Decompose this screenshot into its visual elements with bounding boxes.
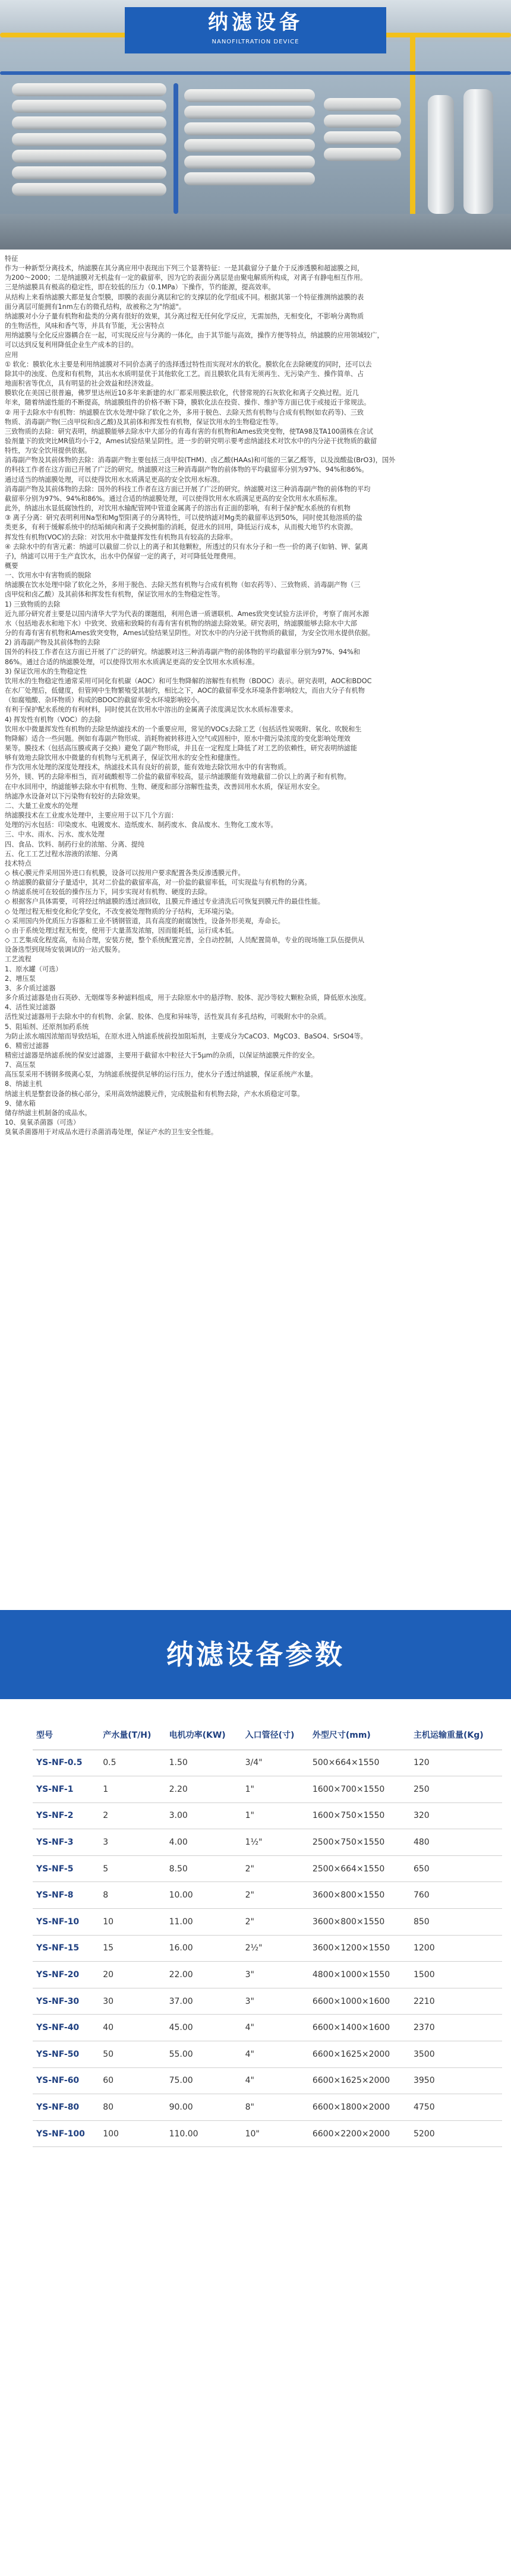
table-cell: YS-NF-5 — [33, 1855, 99, 1882]
body-paragraph: 特征 — [5, 255, 18, 263]
table-cell: YS-NF-10 — [33, 1909, 99, 1936]
body-paragraph: 一、饮用水中有害物质的脱除 — [5, 572, 92, 580]
body-paragraph: 够有效地去除饮用水中微量的有机物与无机离子，保证饮用水的安全性和健康性。 — [5, 754, 244, 762]
body-paragraph: 作为一种新型分离技术，纳滤膜在其分离应用中表现出下列三个显著特征：一是其截留分子量介于反渗透膜和超滤膜之间， — [5, 264, 364, 273]
params-title: 纳滤设备参数 — [166, 1639, 345, 1670]
table-cell: 650 — [410, 1855, 502, 1882]
body-paragraph: 10、臭氧杀菌器（可选） — [5, 1119, 80, 1127]
table-cell: 8" — [242, 2094, 309, 2121]
body-paragraph: 多介质过滤器是由石英砂、无烟煤等多种滤料组成，用于去除原水中的悬浮物、胶体、泥沙等较大颗粒杂质，降低原水浊度。 — [5, 994, 371, 1002]
table-cell: 6600×2200×2000 — [309, 2120, 410, 2147]
table-cell: 2500×750×1550 — [309, 1829, 410, 1856]
table-cell: 3950 — [410, 2067, 502, 2094]
body-paragraph: ◇ 核心膜元件采用国外进口有机膜，设备可以按用户要求配置各类反渗透膜元件。 — [5, 869, 245, 877]
table-cell: 2" — [242, 1855, 309, 1882]
body-paragraph: 2、增压泵 — [5, 974, 36, 983]
table-row — [33, 1909, 502, 1936]
table-cell: 8 — [99, 1882, 165, 1909]
body-paragraph: 五、化工工艺过程水溶液的浓缩、分离 — [5, 850, 118, 858]
table-cell: 1200 — [410, 1935, 502, 1962]
body-paragraph: 饮用水中微量挥发性有机物的去除是纳滤技术的一个重要应用，常见的VOCs去除工艺（包括活性炭吸附、氧化、吹脱和生 — [5, 725, 362, 733]
table-cell: 4" — [242, 2015, 309, 2041]
table-cell: 4" — [242, 2041, 309, 2068]
body-paragraph: 3、多介质过滤器 — [5, 984, 56, 992]
body-paragraph: 通过适当的纳滤膜处理，可以使得饮用水水质满足更高的安全饮用水标准。 — [5, 475, 225, 484]
membrane-vessel — [184, 106, 315, 119]
page-title: 纳滤设备 — [208, 11, 303, 34]
body-paragraph: 消毒副产物及其前体物的去除：国外的科技工作者在这方面已开展了广泛的研究。纳滤膜对这三种消毒副产物的前体物的平均 — [5, 485, 371, 493]
body-paragraph: 工艺流程 — [5, 955, 31, 964]
body-paragraph: 纳滤膜在饮水处理中除了软化之外，多用于脱色、去除天然有机物与合成有机物（如农药等）、三致物质、消毒副产物（三 — [5, 581, 361, 589]
table-row — [33, 1935, 502, 1962]
table-cell: 6600×1400×1600 — [309, 2015, 410, 2041]
table-header-row — [33, 1720, 502, 1750]
body-paragraph: 技术特点 — [5, 859, 31, 867]
body-paragraph: 四、食品、饮料、制药行业的浓缩、分离、提纯 — [5, 840, 144, 848]
table-cell: 2.20 — [166, 1776, 242, 1803]
table-cell: 6600×1800×2000 — [309, 2094, 410, 2121]
body-paragraph: 三是纳滤膜具有极高的稳定性，即在较低的压力（0.1MPa）下操作，节约能源，提高效率。 — [5, 283, 275, 292]
body-paragraph: 精密过滤器是纳滤系统的保安过滤器，主要用于截留水中粒径大于5μm的杂质，以保证纳滤膜元件的安全。 — [5, 1051, 319, 1059]
table-cell: 2500×664×1550 — [309, 1855, 410, 1882]
body-paragraph: 可以达到反复利用降低企业生产成本的目的。 — [5, 341, 138, 349]
body-paragraph: 果等。膜技术（包括高压膜或离子交换）避免了副产物形成，并且在一定程度上降低了对工艺的依赖性，研究表明纳滤能 — [5, 744, 357, 752]
body-paragraph: 6、精密过滤器 — [5, 1041, 49, 1050]
table-cell: YS-NF-1 — [33, 1776, 99, 1803]
blue-pipe — [0, 71, 511, 75]
body-paragraph: 8、纳滤主机 — [5, 1080, 43, 1088]
body-paragraph: 设备选型到现场安装调试的一站式服务。 — [5, 946, 125, 954]
body-paragraph: ① 软化：膜软化水主要是利用纳滤膜对不同价态离子的选择透过特性而实现对水的软化。膜软化在去除硬度的同时，还可以去 — [5, 360, 372, 368]
body-paragraph: 的科技工作者在这方面已开展了广泛的研究。纳滤膜对这三种消毒副产物的前体物的平均截留率分别为97%、94%和86%。 — [5, 466, 368, 474]
table-cell: 80 — [99, 2094, 165, 2121]
column-header: 产水量(T/H) — [99, 1720, 165, 1750]
table-cell: YS-NF-8 — [33, 1882, 99, 1909]
table-row — [33, 2094, 502, 2121]
table-cell: 6600×1000×1600 — [309, 1988, 410, 2015]
body-paragraph: 纳滤净水设备对以下污染物有较好的去除效果。 — [5, 792, 144, 800]
body-paragraph: 分的有毒有害有机物和Ames致突变物，Ames试验结果呈阴性。对饮水中的内分泌干扰物质的截留，为安全饮用水提供依据。 — [5, 629, 374, 637]
membrane-vessel — [184, 89, 315, 102]
body-paragraph: 7、高压泵 — [5, 1061, 36, 1069]
table-row — [33, 1750, 502, 1776]
table-cell: 2370 — [410, 2015, 502, 2041]
table-cell: 15 — [99, 1935, 165, 1962]
table-cell: 16.00 — [166, 1935, 242, 1962]
body-paragraph: 2) 消毒副产物及其前体物的去除 — [5, 639, 100, 647]
body-paragraph: 消毒副产物及其前体物的去除：消毒副产物主要包括三卤甲烷(THM)、卤乙酸(HAAs)和可能的三氯乙醛等，以及溴酸盐(BrO3)，国外 — [5, 456, 396, 465]
body-paragraph: 储存纳滤主机制备的成品水。 — [5, 1109, 92, 1117]
body-paragraph: 为200～2000；二是纳滤膜对无机盐有一定的截留率，因为它的表面分离层是由聚电解质所构成，对离子有静电相互作用。 — [5, 274, 367, 282]
body-paragraph: 截留率分别为97%、94%和86%。通过合适的纳滤膜处理，可以使得饮用水水质满足更高的安全饮用水水质标准。 — [5, 494, 342, 503]
body-paragraph: 1、原水罐（可选） — [5, 965, 62, 973]
body-paragraph: 除其中的浊度、色度和有机物，其出水水质明显优于其他软化工艺。而且膜软化具有无须再生、无污染产生、操作简单、占 — [5, 370, 364, 378]
table-cell: 760 — [410, 1882, 502, 1909]
body-paragraph: 卤甲烷和卤乙酸）及其前体和挥发性有机物，保证饮用水的生物稳定性等。 — [5, 591, 225, 599]
table-cell: 1.50 — [166, 1750, 242, 1776]
blue-pipe — [174, 83, 178, 214]
table-cell: 3" — [242, 1988, 309, 2015]
body-paragraph: ◇ 根据客户具体需要，可将经过纳滤膜的透过液回收，且膜元件通过专业清洗后可恢复到膜元件的最佳性能。 — [5, 898, 324, 906]
column-header: 外型尺寸(mm) — [309, 1720, 410, 1750]
table-cell: 2" — [242, 1882, 309, 1909]
table-cell: 4.00 — [166, 1829, 242, 1856]
body-paragraph: 有利于保护配水系统的有利材料，同时使其在饮用水中溶出的金属离子浓度满足饮水水质标准要求。 — [5, 706, 298, 714]
body-paragraph: 臭氧杀菌器用于对成品水进行杀菌消毒处理，保证产水的卫生安全性能。 — [5, 1128, 218, 1137]
body-paragraph: 国外的科技工作者在这方面已开展了广泛的研究。纳滤膜对这三种消毒副产物的前体物的平均截留率分别为97%、94%和 — [5, 648, 360, 656]
body-paragraph: 面分离层可能拥有1nm左右的微孔结构，故被称之为"纳滤"。 — [5, 302, 185, 311]
table-cell: 1" — [242, 1776, 309, 1803]
table-cell: 3600×1200×1550 — [309, 1935, 410, 1962]
table-cell: 10.00 — [166, 1882, 242, 1909]
table-cell: 50 — [99, 2041, 165, 2068]
table-row — [33, 2041, 502, 2068]
membrane-vessel — [12, 150, 166, 163]
body-paragraph: 三、中水、雨水、污水、废水处理 — [5, 831, 105, 839]
body-paragraph: 地面积省等优点，具有明显的社会效益和经济效益。 — [5, 380, 158, 388]
body-paragraph: 为防止浓水端因浓缩而导致结垢，在原水进入纳滤系统前投加阻垢剂，主要成分为CaCO3、MgCO3、BaSO4、SrSO4等。 — [5, 1032, 367, 1040]
table-cell: 5200 — [410, 2120, 502, 2147]
body-paragraph: ◇ 工艺集成化程度高，布局合理，安装方便，整个系统配置完善，全自动控制，人员配置简单，专业的现场施工队伍提供从 — [5, 936, 365, 945]
table-cell: 8.50 — [166, 1855, 242, 1882]
table-row — [33, 1829, 502, 1856]
body-paragraph: 纳滤膜技术在工业废水处理中，主要应用于以下几个方面： — [5, 812, 178, 820]
table-cell: 100 — [99, 2120, 165, 2147]
body-paragraph: 作为饮用水处理的深度处理技术，纳滤技术具有良好的前景，能有效地去除饮用水中的有害物质。 — [5, 763, 291, 772]
page-subtitle: NANOFILTRATION DEVICE — [212, 39, 299, 45]
table-cell: 1600×700×1550 — [309, 1776, 410, 1803]
membrane-vessel — [12, 83, 166, 96]
body-paragraph: 物质、消毒副产物(三卤甲烷和卤乙酸)及其前体和挥发性有机物，保证饮用水的生物稳定性等。 — [5, 418, 283, 426]
yellow-pipe — [410, 33, 415, 217]
table-cell: 3600×800×1550 — [309, 1882, 410, 1909]
membrane-vessel — [184, 122, 315, 135]
table-cell: YS-NF-40 — [33, 2015, 99, 2041]
table-row — [33, 1855, 502, 1882]
body-paragraph: 此外，纳滤出水显低腐蚀性的，对饮用水输配管网中管道金属离子的溶出有正面的影响，有利于保护配水系统的有机物 — [5, 504, 351, 513]
body-paragraph: 概要 — [5, 562, 18, 570]
membrane-vessel — [184, 172, 315, 185]
table-cell: 3500 — [410, 2041, 502, 2068]
table-cell: 3/4" — [242, 1750, 309, 1776]
table-cell: 1500 — [410, 1962, 502, 1988]
body-paragraph: 86%。通过合适的纳滤膜处理，可以使得饮用水水质满足更高的安全饮用水水质标准。 — [5, 658, 259, 666]
table-cell: 10 — [99, 1909, 165, 1936]
body-paragraph: ② 用于去除水中有机物：纳滤膜在饮水处理中除了软化之外，多用于脱色、去除天然有机物与合成有机物(如农药等)、三致 — [5, 408, 364, 416]
hero-photo — [0, 0, 511, 250]
table-row — [33, 1882, 502, 1909]
body-paragraph: 纳滤主机是整套设备的核心部分，采用高效纳滤膜元件，完成脱盐和有机物去除，产水水质稳定可靠。 — [5, 1090, 304, 1098]
table-cell: 20 — [99, 1962, 165, 1988]
body-paragraph: 类更多，有利于缓解系统中的结垢倾向和离子交换树脂的消耗，促进水的回用，降低运行成本，从而极大地节约水资源。 — [5, 523, 357, 532]
body-paragraph: 特性，为安全饮用提供依据。 — [5, 447, 92, 455]
table-cell: 320 — [410, 1802, 502, 1829]
membrane-vessel — [324, 148, 401, 161]
table-cell: 3 — [99, 1829, 165, 1856]
table-cell: 45.00 — [166, 2015, 242, 2041]
body-paragraph: 三致物质的去除：研究表明，纳滤膜能够去除水中大部分的有毒有害的有机物和Ames致突变物，使TA98及TA100菌株在含试 — [5, 427, 373, 435]
body-paragraph: ◇ 处理过程无相变化和化学变化，不改变被处理物质的分子结构，无环境污染。 — [5, 907, 238, 916]
filter-tank — [428, 95, 454, 214]
table-cell: YS-NF-20 — [33, 1962, 99, 1988]
table-cell: 2½" — [242, 1935, 309, 1962]
table-cell: 4750 — [410, 2094, 502, 2121]
body-paragraph: 处理的污水包括：印染废水、电镀废水、造纸废水、制药废水、食品废水、生物化工废水等。 — [5, 821, 277, 829]
membrane-vessel — [12, 133, 166, 146]
table-cell: 30 — [99, 1988, 165, 2015]
body-paragraph: 近九部分研究者主要是以国内清华大学为代表的课题组，利用色谱一质谱联机、Ames致突变试验方法评价，考察了南河水源 — [5, 610, 370, 618]
body-paragraph: ◇ 由于系统处理过程无相变，使用于大量蒸发浓缩，因而能耗低，运行成本低。 — [5, 926, 238, 935]
table-cell: 55.00 — [166, 2041, 242, 2068]
spec-table — [33, 1720, 502, 2147]
column-header: 电机功率(KW) — [166, 1720, 242, 1750]
body-paragraph: 9、储水箱 — [5, 1099, 36, 1107]
table-cell: 2210 — [410, 1988, 502, 2015]
membrane-vessel — [12, 183, 166, 196]
table-cell: 120 — [410, 1750, 502, 1776]
membrane-vessel — [324, 115, 401, 128]
body-paragraph: ④ 去除水中的有害元素：纳滤可以截留二价以上的离子和其他颗粒，所透过的只有水分子和一些一价的离子(如钠、钾、氯离 — [5, 542, 368, 551]
body-paragraph: 另外，镁、钙的去除率相当，而对硫酸根等二价盐的截留率较高，显示纳滤膜能有效地截留二价以上的离子和有机物。 — [5, 773, 351, 781]
membrane-vessel — [12, 100, 166, 113]
table-cell: 90.00 — [166, 2094, 242, 2121]
body-paragraph: 验剂量下的致突比MR值均小于2，Ames试验结果呈阴性。进一步的研究明示要考虑纳滤技术对饮水中的内分泌干扰物质的截留 — [5, 437, 377, 445]
membrane-vessel — [12, 116, 166, 130]
column-header: 主机运输重量(Kg) — [410, 1720, 502, 1750]
table-cell: 3" — [242, 1962, 309, 1988]
membrane-vessel — [324, 131, 401, 144]
table-cell: 10" — [242, 2120, 309, 2147]
body-paragraph: 从结构上来看纳滤膜大都是复合型膜，即膜的表面分离层和它的支撑层的化学组成不同。根据其第一个特征推测纳滤膜的表 — [5, 293, 364, 301]
body-paragraph: 纳滤膜对小分子量有机物和盐类的分离有很好的效果，其分离过程无任何化学反应，无需加热，无相变化，不影响分离物质 — [5, 312, 364, 320]
membrane-vessel — [324, 98, 401, 111]
table-cell: 2" — [242, 1909, 309, 1936]
article-body — [5, 254, 506, 1137]
body-paragraph: 二、大量工业废水的处理 — [5, 801, 78, 810]
table-cell: 40 — [99, 2015, 165, 2041]
table-cell: 1600×750×1550 — [309, 1802, 410, 1829]
body-paragraph: 子)，纳滤可以用于生产直饮水，出水中仍保留一定的离子，对可降低处理费用。 — [5, 552, 240, 560]
body-paragraph: 3) 保证饮用水的生物稳定性 — [5, 667, 87, 675]
body-paragraph: 4、活性炭过滤器 — [5, 1003, 56, 1012]
membrane-vessel — [12, 166, 166, 179]
body-paragraph: （如腐殖酸、杂环物质）构成的BDOC的截留率受水环境影响较小。 — [5, 696, 204, 705]
table-cell: 60 — [99, 2067, 165, 2094]
table-cell: 5 — [99, 1855, 165, 1882]
table-row — [33, 1962, 502, 1988]
table-cell: YS-NF-60 — [33, 2067, 99, 2094]
table-cell: 1½" — [242, 1829, 309, 1856]
membrane-vessel — [184, 156, 315, 169]
table-cell: YS-NF-100 — [33, 2120, 99, 2147]
table-cell: 500×664×1550 — [309, 1750, 410, 1776]
body-paragraph: 在水厂处理后，低健度，但管网中生物繁殖受其制约，相比之下，AOC的截留率受水环境条件影响较大，而由大分子有机物 — [5, 687, 365, 695]
table-cell: YS-NF-50 — [33, 2041, 99, 2068]
table-row — [33, 1776, 502, 1803]
params-banner — [0, 1610, 511, 1699]
table-cell: 250 — [410, 1776, 502, 1803]
filter-tank — [463, 89, 493, 214]
table-row — [33, 2015, 502, 2041]
body-paragraph: 活性炭过滤器用于去除水中的有机物、余氯、胶体、色度和异味等，活性炭具有多孔结构，可吸附水中的杂质。 — [5, 1013, 331, 1021]
column-header: 型号 — [33, 1720, 99, 1750]
table-cell: YS-NF-2 — [33, 1802, 99, 1829]
body-paragraph: 水（包括地表水和地下水）中致突、致癌和致畸的有毒有害有机物的纳滤去除效果。研究表明，纳滤膜能够去除水中大部 — [5, 619, 357, 627]
membrane-vessel — [184, 139, 315, 152]
table-cell: YS-NF-80 — [33, 2094, 99, 2121]
table-body — [33, 1750, 502, 2147]
column-header: 入口管径(寸) — [242, 1720, 309, 1750]
table-cell: 0.5 — [99, 1750, 165, 1776]
table-cell: 110.00 — [166, 2120, 242, 2147]
table-cell: 11.00 — [166, 1909, 242, 1936]
table-cell: 4800×1000×1550 — [309, 1962, 410, 1988]
table-cell: 6600×1625×2000 — [309, 2041, 410, 2068]
table-cell: 22.00 — [166, 1962, 242, 1988]
table-row — [33, 2067, 502, 2094]
body-paragraph: 饮用水的生物稳定性通常采用可同化有机碳（AOC）和可生物降解的溶解性有机物（BDOC）表示。研究表明，AOC和BDOC — [5, 677, 372, 685]
body-paragraph: 高压泵采用不锈钢多级离心泵，为纳滤系统提供足够的运行压力，使水分子透过纳滤膜，保证系统产水量。 — [5, 1071, 317, 1079]
table-cell: YS-NF-15 — [33, 1935, 99, 1962]
table-cell: 3.00 — [166, 1802, 242, 1829]
table-row — [33, 1802, 502, 1829]
title-banner — [125, 7, 386, 53]
table-cell: YS-NF-3 — [33, 1829, 99, 1856]
body-paragraph: 挥发性有机物(VOC)的去除：对饮用水中微量挥发性有机物具有较高的去除率。 — [5, 533, 237, 541]
body-paragraph: 5、阻垢剂、还原剂加药系统 — [5, 1022, 89, 1031]
body-paragraph: 的生物活性，风味和香气等，并具有节能，无公害特点 — [5, 322, 165, 330]
table-cell: 3600×800×1550 — [309, 1909, 410, 1936]
body-paragraph: 在中水回用中，纳滤能够去除水中有机物、生物、硬度和部分溶解性盐类，改善回用水水质，保证用水安全。 — [5, 782, 324, 791]
table-cell: YS-NF-30 — [33, 1988, 99, 2015]
table-cell: 850 — [410, 1909, 502, 1936]
table-cell: 37.00 — [166, 1988, 242, 2015]
table-cell: 2 — [99, 1802, 165, 1829]
body-paragraph: 膜软化在美国已很普遍，佛罗里达州近10多年来新建的水厂都采用膜法软化，代替常规的石灰软化和离子交换过程。近几 — [5, 389, 359, 397]
body-paragraph: ◇ 采用国内外优质压力容器和工业不锈钢管道，具有高度的耐腐蚀性，设备外形美观，寿命长。 — [5, 917, 285, 925]
table-cell: 1" — [242, 1802, 309, 1829]
table-cell: 6600×1625×2000 — [309, 2067, 410, 2094]
table-cell: 480 — [410, 1829, 502, 1856]
table-row — [33, 1988, 502, 2015]
factory-floor — [0, 214, 511, 250]
table-row — [33, 2120, 502, 2147]
body-paragraph: ◇ 纳滤膜的截留分子量适中，其对二价盐的截留率高，对一价盐的截留率低，可实现盐与有机物的分离。 — [5, 879, 311, 887]
table-cell: 75.00 — [166, 2067, 242, 2094]
body-paragraph: 用纳滤膜与全化反应器耦合在一起，可实现反应与分离的一体化，由于其节能与高效，操作方便等特点，纳滤膜的应用领域较广， — [5, 332, 384, 340]
body-paragraph: ③ 离子分离：研究表明利用Na型和Mg型阳离子的分离特性，可以使纳滤对Mg类的截留率达到50%，同时使其他溶质的盐 — [5, 514, 362, 522]
body-paragraph: 4) 挥发性有机物（VOC）的去除 — [5, 715, 102, 724]
body-paragraph: 应用 — [5, 351, 18, 359]
table-cell: 1 — [99, 1776, 165, 1803]
table-cell: 4" — [242, 2067, 309, 2094]
body-paragraph: 年来，随着纳滤性能的不断提高，纳滤膜组件的价格不断下降，膜软化法在投资、操作、维护等方面已优于或接近于常规法。 — [5, 399, 371, 407]
body-paragraph: ◇ 纳滤系统可在较低的操作压力下，同步实现对有机物、硬度的去除。 — [5, 888, 212, 896]
body-paragraph: 物降解）适合一些问题。例如有毒副产物形成、消耗物被转移进入空气或固相中，原水中微污染浓度的变化影响处理效 — [5, 734, 351, 743]
body-paragraph: 1) 三致物质的去除 — [5, 600, 61, 608]
table-cell: YS-NF-0.5 — [33, 1750, 99, 1776]
